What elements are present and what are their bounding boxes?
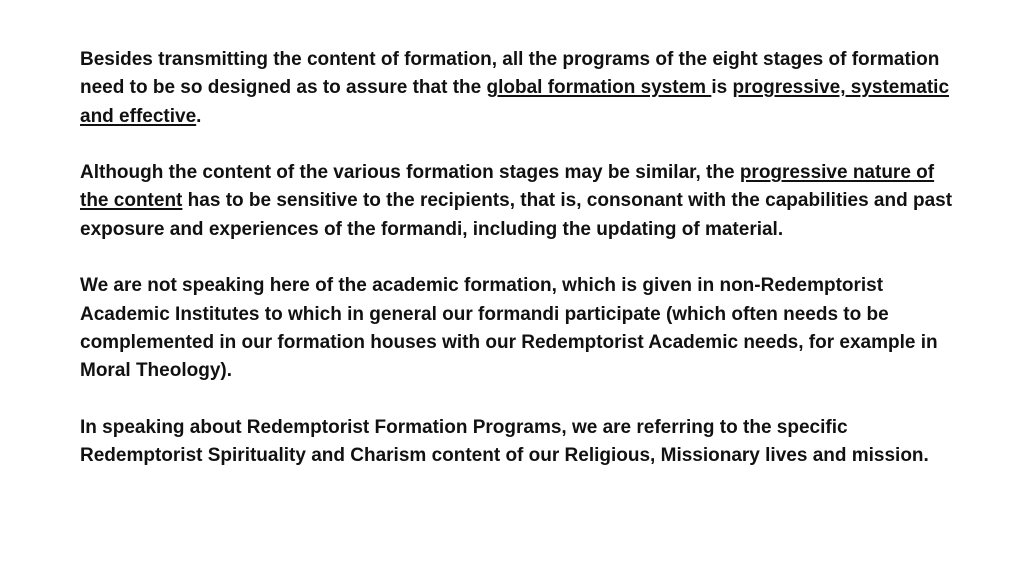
paragraph-1-text-end: . [196, 105, 202, 127]
paragraph-3 [80, 272, 960, 385]
global-formation-system-phrase: global formation system [486, 77, 712, 99]
paragraph-2-text-start: Although the content of the various formation stages may be similar, the [80, 162, 740, 184]
slide-text-body [80, 46, 960, 470]
paragraph-3-text: We are not speaking here of the academic formation, which is given in non-Redemptorist Academic Institutes to which in general our formandi participate (which often needs to be complemented in our formation houses with our Redemptorist Academic needs, for example in Moral Theology). [80, 275, 938, 382]
progressive-systematic-effective-phrase: progressive, systematic and effective [80, 77, 950, 127]
paragraph-4 [80, 414, 960, 471]
progressive-nature-phrase: progressive nature of the content [80, 162, 935, 212]
paragraph-2-text-end: has to be sensitive to the recipients, that is, consonant with the capabilities and past exposure and experiences of the formandi, including the updating of material. [80, 190, 953, 240]
paragraph-1 [80, 46, 960, 131]
paragraph-4-text: In speaking about Redemptorist Formation Programs, we are referring to the specific Redemptorist Spirituality and Charism content of our Religious, Missionary lives and mission. [80, 416, 929, 467]
paragraph-1-text-is: is [711, 77, 728, 99]
paragraph-2 [80, 159, 960, 244]
paragraph-1-text-start: Besides transmitting the content of formation, all the programs of the eight stages of formation need to be so designed as to assure that the [80, 49, 940, 99]
